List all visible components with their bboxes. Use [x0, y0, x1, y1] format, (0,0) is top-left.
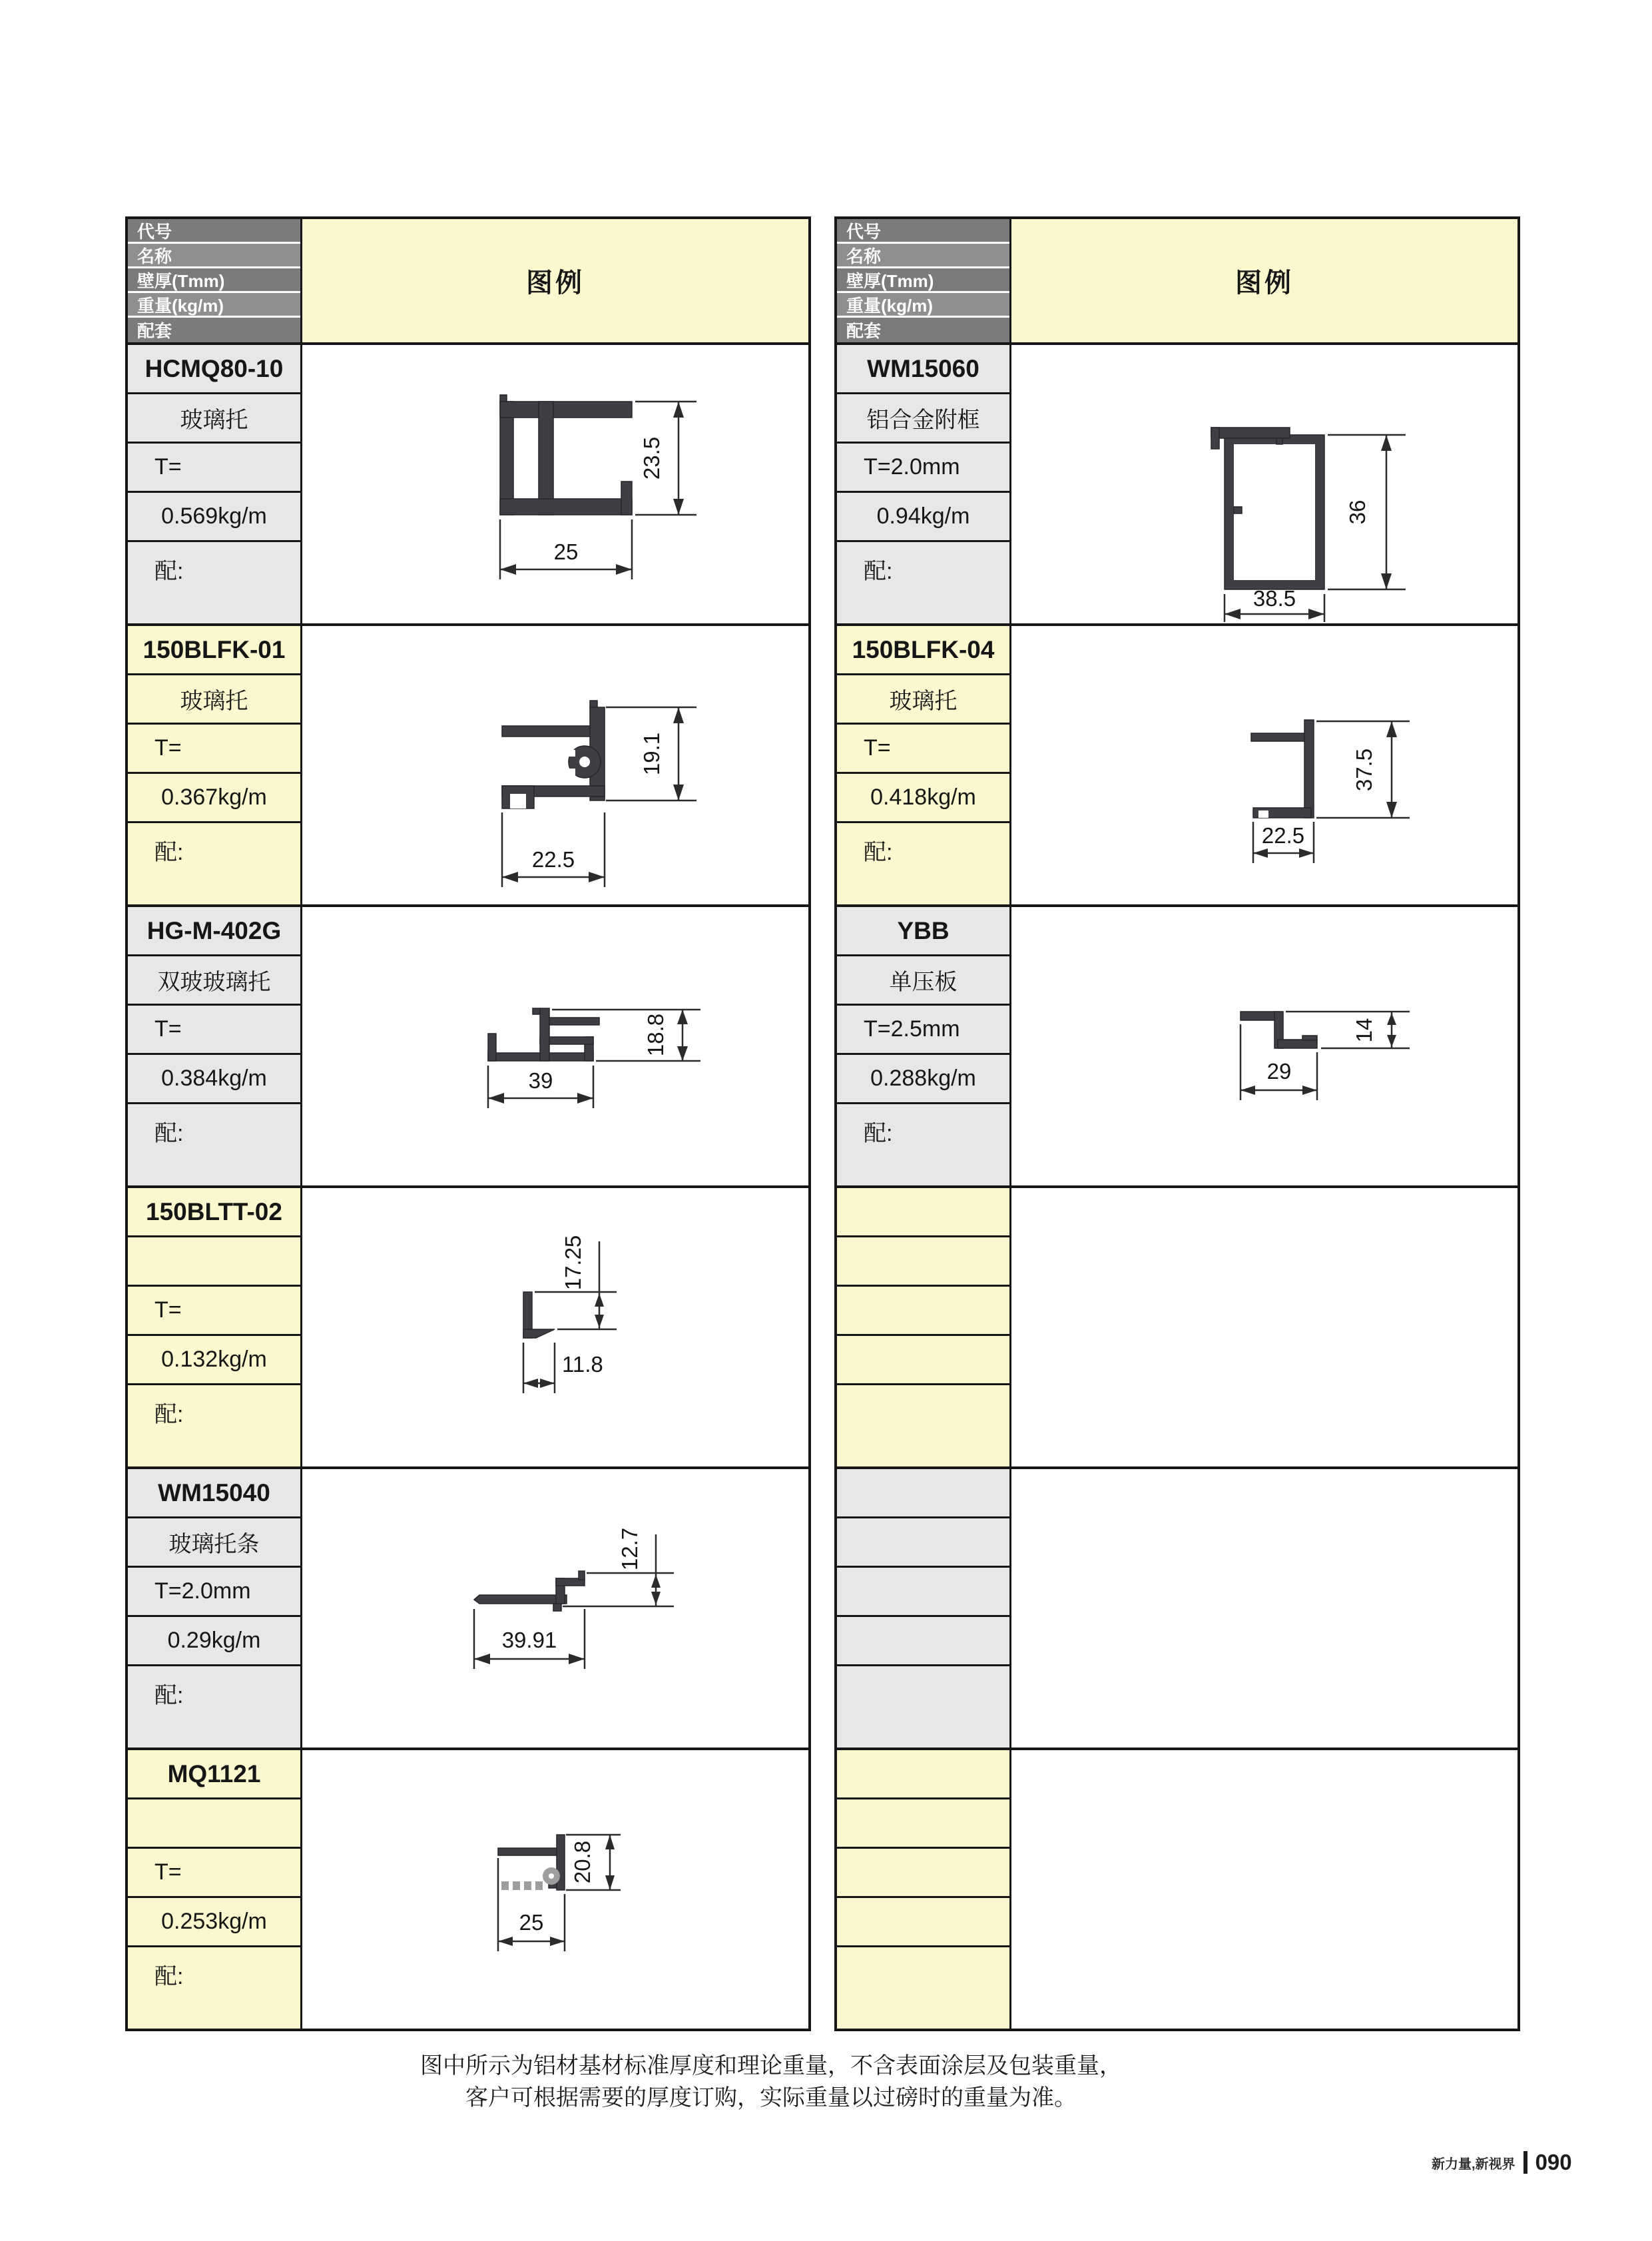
header-labels — [128, 219, 302, 342]
profile-accessory: 配: — [837, 823, 1009, 904]
profile-code — [837, 1750, 1009, 1799]
profile-name — [837, 1518, 1009, 1568]
profile-weight: 0.418kg/m — [837, 774, 1009, 823]
table-header — [128, 219, 808, 342]
legend-header: 图例 — [1011, 219, 1517, 342]
profile-weight: 0.367kg/m — [128, 774, 300, 823]
table-row — [128, 1466, 808, 1748]
profile-diagram — [1011, 345, 1517, 623]
table-header — [837, 219, 1517, 342]
table-row — [128, 342, 808, 623]
profile-name — [128, 1237, 300, 1287]
profile-weight: 0.253kg/m — [128, 1898, 300, 1947]
page-footer — [1432, 2150, 1572, 2175]
profile-diagram — [1011, 626, 1517, 904]
table-row — [837, 1185, 1517, 1466]
profile-diagram — [1011, 907, 1517, 1185]
profile-weight — [837, 1336, 1009, 1385]
dim-width-label: 29 — [1266, 1059, 1292, 1084]
profile-thickness: T= — [837, 725, 1009, 774]
table-row — [128, 1185, 808, 1466]
table-row — [837, 342, 1517, 623]
page-number: 090 — [1535, 2150, 1572, 2174]
spec-table-left — [125, 216, 811, 2031]
header-thickness-label: 壁厚(Tmm) — [128, 268, 300, 293]
dim-height-label: 17.25 — [561, 1235, 585, 1291]
profile-thickness: T= — [128, 444, 300, 493]
header-name-label: 名称 — [128, 244, 300, 268]
profile-diagram-empty — [1011, 1750, 1517, 2029]
profile-thickness: T=2.5mm — [837, 1006, 1009, 1055]
profile-drawing-hg-m-402g — [302, 907, 808, 1188]
header-weight-label: 重量(kg/m) — [128, 293, 300, 318]
profile-thickness — [837, 1287, 1009, 1336]
header-accessory-label: 配套 — [128, 318, 300, 342]
profile-name: 单压板 — [837, 956, 1009, 1006]
footnote-line-1: 图中所示为铝材基材标准厚度和理论重量，不含表面涂层及包装重量， — [420, 2053, 1122, 2079]
profile-weight — [837, 1617, 1009, 1666]
dim-height-label: 18.8 — [643, 1013, 668, 1057]
profile-drawing-150bltt-02 — [302, 1188, 808, 1469]
profile-code: MQ1121 — [128, 1750, 300, 1799]
profile-thickness: T=2.0mm — [128, 1568, 300, 1617]
profile-weight: 0.384kg/m — [128, 1055, 300, 1104]
profile-code: 150BLFK-01 — [128, 626, 300, 675]
header-accessory-label: 配套 — [837, 318, 1009, 342]
dim-height-label: 37.5 — [1352, 748, 1376, 792]
profile-accessory: 配: — [128, 1666, 300, 1748]
dim-height-label: 14 — [1352, 1018, 1376, 1043]
profile-accessory — [837, 1947, 1009, 2029]
profile-accessory: 配: — [128, 542, 300, 623]
profile-diagram — [302, 1188, 808, 1466]
table-row — [128, 623, 808, 904]
footer-divider — [1523, 2151, 1527, 2174]
dim-height-label: 20.8 — [570, 1840, 595, 1884]
profile-diagram — [302, 1469, 808, 1748]
profile-diagram-empty — [1011, 1469, 1517, 1748]
dim-height-label: 23.5 — [639, 436, 664, 480]
profile-name — [128, 1799, 300, 1849]
header-code-label: 代号 — [837, 219, 1009, 244]
dim-height-label: 12.7 — [617, 1527, 642, 1571]
profile-thickness: T=2.0mm — [837, 444, 1009, 493]
profile-code: HG-M-402G — [128, 907, 300, 956]
profile-thickness: T= — [128, 1287, 300, 1336]
profile-name: 双玻玻璃托 — [128, 956, 300, 1006]
profile-diagram — [302, 345, 808, 623]
footnote-line-2: 客户可根据需要的厚度订购，实际重量以过磅时的重量为准。 — [465, 2085, 1077, 2110]
dim-width-label: 39.91 — [501, 1628, 557, 1652]
profile-drawing-wm15060 — [1011, 345, 1517, 626]
profile-accessory — [837, 1385, 1009, 1466]
profile-diagram — [302, 626, 808, 904]
profile-thickness: T= — [128, 1006, 300, 1055]
profile-code: WM15060 — [837, 345, 1009, 394]
dim-height-label: 36 — [1345, 499, 1370, 525]
profile-drawing-ybb — [1011, 907, 1517, 1188]
dim-width-label: 25 — [519, 1910, 544, 1935]
header-name-label: 名称 — [837, 244, 1009, 268]
profile-name — [837, 1799, 1009, 1849]
profile-drawing-150blfk-04 — [1011, 626, 1517, 907]
dim-width-label: 38.5 — [1252, 586, 1296, 611]
dim-width-label: 22.5 — [531, 847, 575, 872]
profile-weight — [837, 1898, 1009, 1947]
table-row — [837, 1748, 1517, 2029]
profile-thickness — [837, 1849, 1009, 1898]
table-row — [837, 1466, 1517, 1748]
spec-table-right — [834, 216, 1520, 2031]
header-weight-label: 重量(kg/m) — [837, 293, 1009, 318]
profile-weight: 0.132kg/m — [128, 1336, 300, 1385]
dim-height-label: 19.1 — [639, 732, 664, 776]
profile-code: HCMQ80-10 — [128, 345, 300, 394]
profile-accessory: 配: — [837, 1104, 1009, 1185]
profile-thickness: T= — [128, 1849, 300, 1898]
dim-width-label: 22.5 — [1261, 823, 1305, 848]
profile-accessory: 配: — [128, 1385, 300, 1466]
profile-diagram-empty — [1011, 1188, 1517, 1466]
header-code-label: 代号 — [128, 219, 300, 244]
profile-name — [837, 1237, 1009, 1287]
table-row — [128, 904, 808, 1185]
table-row — [837, 623, 1517, 904]
profile-code — [837, 1188, 1009, 1237]
profile-thickness — [837, 1568, 1009, 1617]
dim-width-label: 39 — [528, 1068, 553, 1093]
dim-width-label: 11.8 — [562, 1352, 603, 1377]
brand-slogan: 新力量,新视界 — [1432, 2156, 1515, 2172]
profile-name: 铝合金附框 — [837, 394, 1009, 444]
profile-thickness: T= — [128, 725, 300, 774]
profile-weight: 0.569kg/m — [128, 493, 300, 542]
profile-weight: 0.288kg/m — [837, 1055, 1009, 1104]
profile-weight: 0.94kg/m — [837, 493, 1009, 542]
profile-drawing-hcmq80-10 — [302, 345, 808, 626]
table-row — [128, 1748, 808, 2029]
profile-name: 玻璃托 — [128, 675, 300, 725]
footnote — [125, 2050, 1417, 2114]
legend-header: 图例 — [302, 219, 808, 342]
profile-name: 玻璃托 — [837, 675, 1009, 725]
profile-drawing-150blfk-01 — [302, 626, 808, 907]
profile-accessory: 配: — [128, 1947, 300, 2029]
table-row — [837, 904, 1517, 1185]
header-labels — [837, 219, 1011, 342]
profile-drawing-wm15040 — [302, 1469, 808, 1750]
profile-accessory: 配: — [128, 823, 300, 904]
profile-diagram — [302, 907, 808, 1185]
profile-drawing-mq1121 — [302, 1750, 808, 2031]
profile-name: 玻璃托条 — [128, 1518, 300, 1568]
profile-name: 玻璃托 — [128, 394, 300, 444]
header-thickness-label: 壁厚(Tmm) — [837, 268, 1009, 293]
profile-accessory: 配: — [837, 542, 1009, 623]
profile-accessory: 配: — [128, 1104, 300, 1185]
profile-code: WM15040 — [128, 1469, 300, 1518]
profile-code: 150BLTT-02 — [128, 1188, 300, 1237]
profile-code: YBB — [837, 907, 1009, 956]
profile-weight: 0.29kg/m — [128, 1617, 300, 1666]
profile-code: 150BLFK-04 — [837, 626, 1009, 675]
profile-diagram — [302, 1750, 808, 2029]
dim-width-label: 25 — [553, 539, 579, 564]
profile-code — [837, 1469, 1009, 1518]
profile-accessory — [837, 1666, 1009, 1748]
